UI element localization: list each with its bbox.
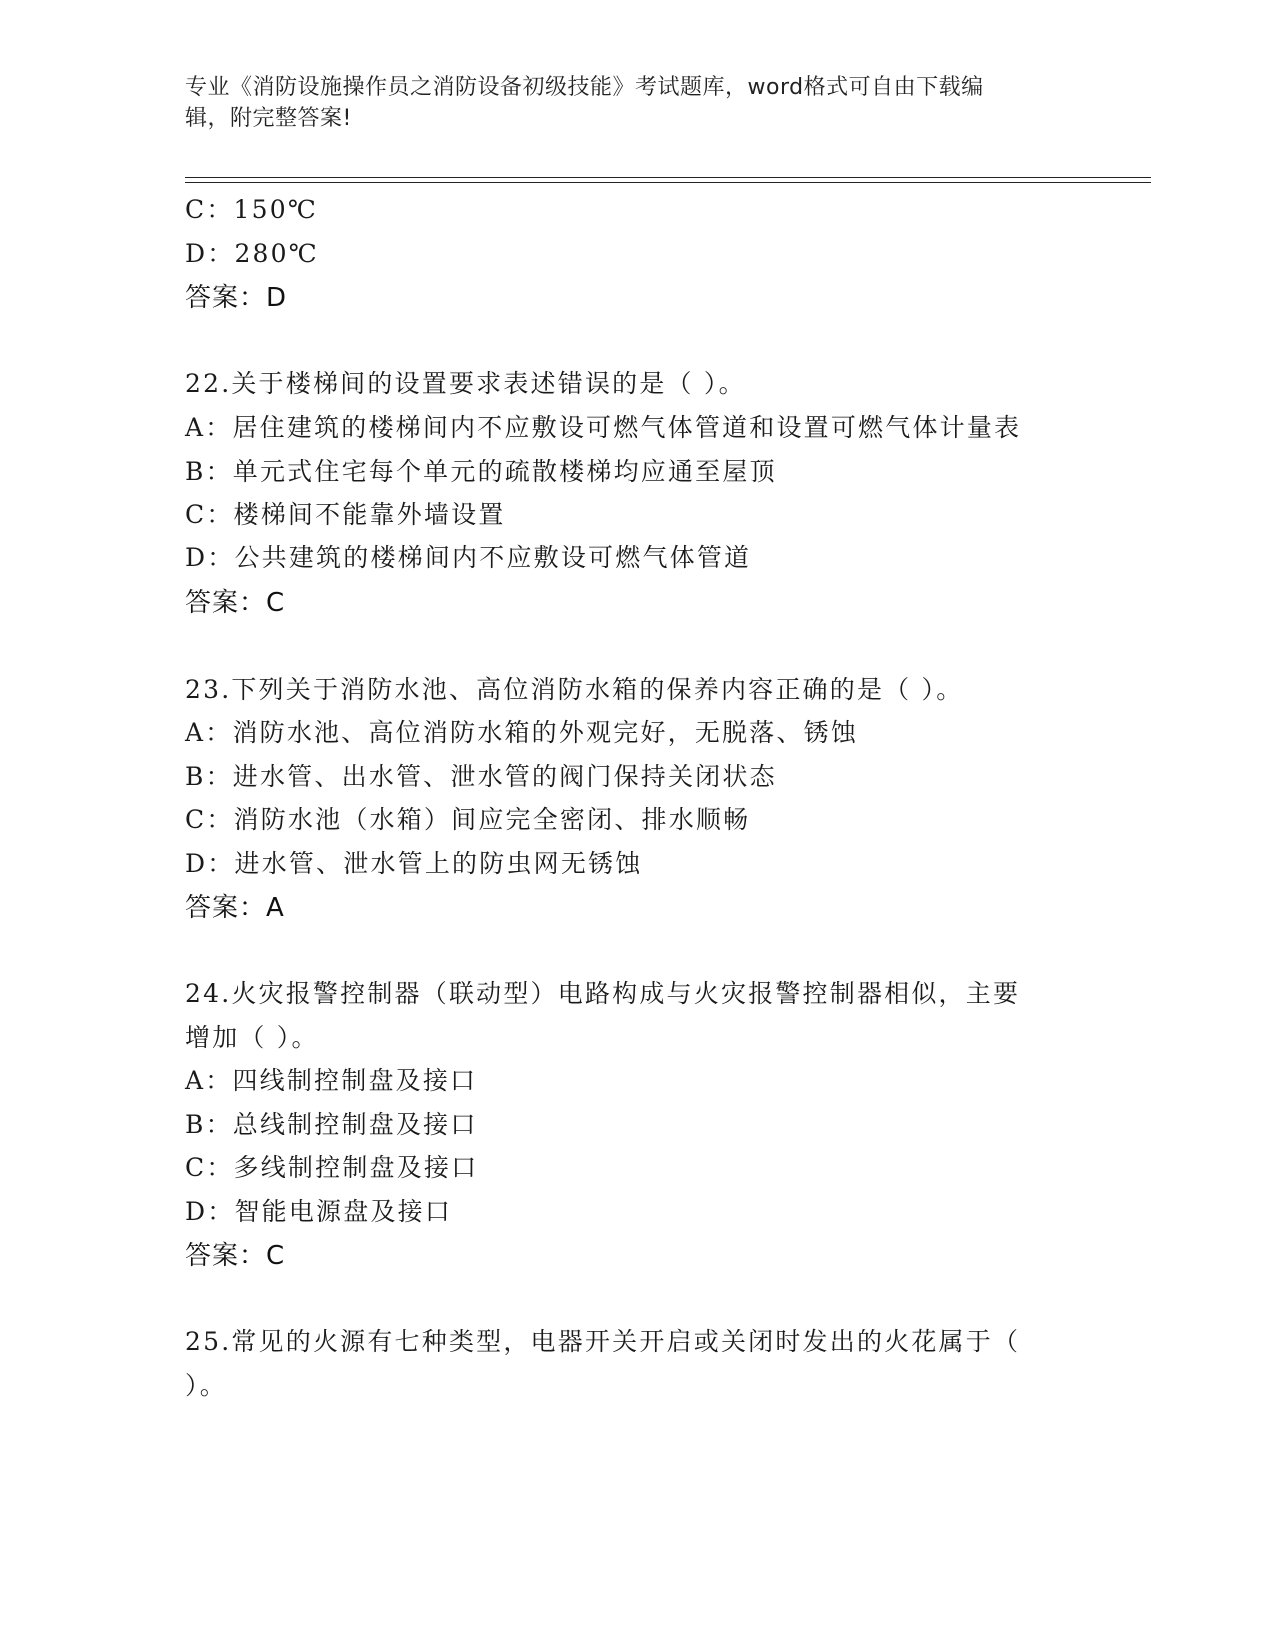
- q22-option-a: A：居住建筑的楼梯间内不应敷设可燃气体管道和设置可燃气体计量表: [185, 413, 1022, 442]
- q23-answer: 答案：A: [185, 893, 285, 923]
- q21-option-d: D：280℃: [185, 239, 319, 268]
- q22-option-d: D：公共建筑的楼梯间内不应敷设可燃气体管道: [185, 543, 752, 572]
- q24-stem-line-1: 24.火灾报警控制器（联动型）电路构成与火灾报警控制器相似，主要: [185, 979, 1021, 1008]
- header-line-2: 辑，附完整答案!: [185, 106, 352, 131]
- q22-answer: 答案：C: [185, 588, 286, 618]
- q23-stem: 23.下列关于消防水池、高位消防水箱的保养内容正确的是（ ）。: [185, 675, 964, 704]
- q24-stem-line-2: 增加（ ）。: [185, 1023, 319, 1052]
- header-divider-top: [185, 177, 1151, 178]
- q22-stem: 22.关于楼梯间的设置要求表述错误的是（ ）。: [185, 369, 746, 398]
- q25-stem-line-2: ）。: [185, 1371, 227, 1400]
- q23-option-a: A：消防水池、高位消防水箱的外观完好，无脱落、锈蚀: [185, 718, 859, 747]
- q24-option-b: B：总线制控制盘及接口: [185, 1110, 478, 1139]
- q25-stem-line-1: 25.常见的火源有七种类型，电器开关开启或关闭时发出的火花属于（: [185, 1327, 1021, 1356]
- header-divider-bottom: [185, 182, 1151, 183]
- q24-option-c: C：多线制控制盘及接口: [185, 1153, 479, 1182]
- q21-option-c: C：150℃: [185, 195, 319, 224]
- q22-option-c: C：楼梯间不能靠外墙设置: [185, 500, 506, 529]
- q23-option-b: B：进水管、出水管、泄水管的阀门保持关闭状态: [185, 762, 777, 791]
- q23-option-c: C：消防水池（水箱）间应完全密闭、排水顺畅: [185, 805, 751, 834]
- q24-option-a: A：四线制控制盘及接口: [185, 1066, 478, 1095]
- document-header: [185, 72, 1065, 134]
- q21-answer: 答案：D: [185, 283, 288, 313]
- q23-option-d: D：进水管、泄水管上的防虫网无锈蚀: [185, 849, 643, 878]
- q24-answer: 答案：C: [185, 1241, 286, 1271]
- header-line-1: 专业《消防设施操作员之消防设备初级技能》考试题库，word格式可自由下载编: [185, 75, 984, 100]
- q22-option-b: B：单元式住宅每个单元的疏散楼梯均应通至屋顶: [185, 457, 777, 486]
- q24-option-d: D：智能电源盘及接口: [185, 1197, 453, 1226]
